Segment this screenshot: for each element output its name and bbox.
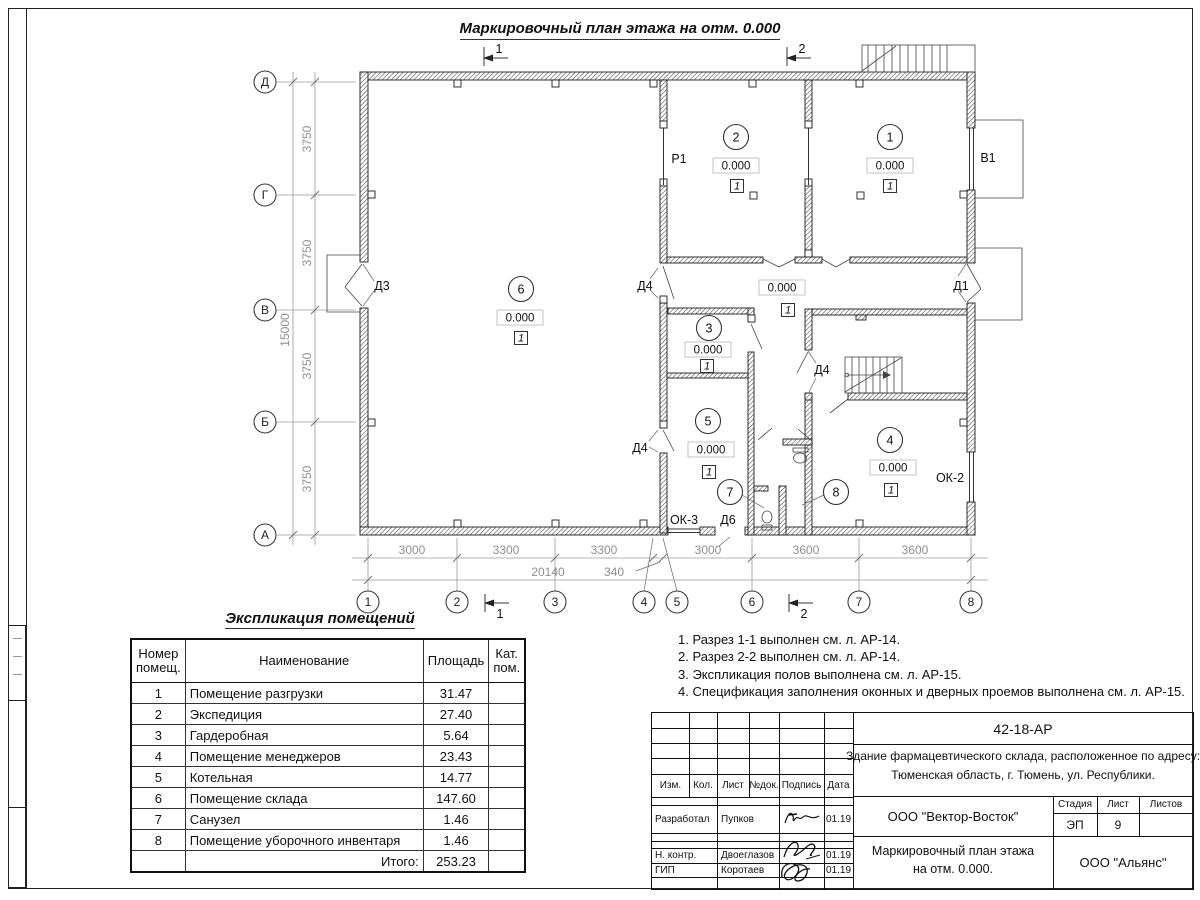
dim-total: 20140 bbox=[531, 565, 565, 579]
room-name: Гардеробная bbox=[185, 725, 423, 746]
axis-label: В bbox=[260, 303, 270, 317]
dimension-ticks bbox=[289, 78, 975, 584]
table-row bbox=[131, 746, 525, 767]
room-num: 4 bbox=[131, 746, 185, 767]
door-label-d3: Д3 bbox=[374, 279, 390, 293]
table-header-row bbox=[131, 639, 525, 683]
axis-label: 6 bbox=[748, 595, 756, 609]
signer-role: ГИП bbox=[655, 864, 675, 876]
doc-code: 42-18-АР bbox=[993, 720, 1053, 737]
floor-type: 1 bbox=[887, 484, 895, 497]
org1: ООО "Вектор-Восток" bbox=[887, 808, 1019, 824]
table-row bbox=[131, 809, 525, 830]
margin-stamp-box bbox=[8, 700, 26, 808]
sheet-value: 9 bbox=[1114, 817, 1122, 832]
room-cat bbox=[489, 683, 525, 704]
signer-role: Н. контр. bbox=[655, 850, 697, 861]
note-line: 4. Спецификация заполнения оконных и дверных проемов выполнена см. л. АР-15. bbox=[678, 684, 1185, 700]
margin-stamp-box bbox=[8, 807, 26, 888]
col-axis-bubbles bbox=[357, 591, 982, 613]
margin-stamp-box bbox=[8, 625, 26, 701]
axis-label: 3 bbox=[551, 595, 559, 609]
stamp-col-podpis: Подпись bbox=[781, 780, 822, 791]
room-num: 3 bbox=[131, 725, 185, 746]
dim: 3000 bbox=[694, 543, 722, 557]
dimension-labels bbox=[278, 125, 929, 579]
axis-label: Г bbox=[261, 188, 269, 202]
signer-date: 01.19 bbox=[825, 850, 852, 861]
stamp-col-izm: Изм. bbox=[659, 780, 682, 791]
signer-name: Пупков bbox=[721, 813, 754, 825]
sheets-label: Листов bbox=[1149, 799, 1183, 810]
signature bbox=[781, 807, 823, 831]
room-area: 5.64 bbox=[423, 725, 489, 746]
floor-type: 1 bbox=[886, 180, 894, 193]
axis-label: 7 bbox=[855, 595, 863, 609]
drawing-title-line2: на отм. 0.000. bbox=[912, 862, 994, 876]
floor-type: 1 bbox=[703, 360, 711, 373]
room-cat bbox=[489, 788, 525, 809]
room-number: 8 bbox=[832, 485, 840, 500]
room-number: 2 bbox=[732, 130, 740, 145]
dim: 3300 bbox=[492, 543, 520, 557]
dim: 3600 bbox=[901, 543, 929, 557]
axis-label: 8 bbox=[967, 595, 975, 609]
signer-date: 01.19 bbox=[825, 813, 852, 825]
room-num: 7 bbox=[131, 809, 185, 830]
axis-extension-lines bbox=[277, 72, 988, 591]
drawing-title-line1: Маркировочный план этажа bbox=[871, 844, 1035, 858]
room-num: 6 bbox=[131, 788, 185, 809]
window-label-ok2: ОК-2 bbox=[935, 471, 965, 485]
sheets-value bbox=[1139, 813, 1193, 836]
room-number: 3 bbox=[705, 321, 713, 336]
dim: 3750 bbox=[300, 352, 314, 380]
room-num: 8 bbox=[131, 830, 185, 851]
door-label-d6: Д6 bbox=[720, 513, 736, 527]
dim: 3750 bbox=[300, 239, 314, 267]
elevation: 0.000 bbox=[878, 462, 908, 475]
room-cat bbox=[489, 767, 525, 788]
room-area: 23.43 bbox=[423, 746, 489, 767]
dim: 3000 bbox=[398, 543, 426, 557]
note-line: 2. Разрез 2-2 выполнен см. л. АР-14. bbox=[678, 649, 901, 665]
entrance-porches bbox=[327, 120, 1023, 320]
gate-label-r1: Р1 bbox=[671, 152, 687, 166]
dim-total: 15000 bbox=[278, 313, 292, 347]
col-header: Наименование bbox=[185, 639, 423, 683]
room-area: 14.77 bbox=[423, 767, 489, 788]
org2: ООО "Альянс" bbox=[1079, 855, 1167, 870]
axis-label: 5 bbox=[673, 595, 681, 609]
room-number: 5 bbox=[704, 414, 712, 429]
stamp-col-kol: Кол. bbox=[693, 780, 713, 791]
total-label: Итого: bbox=[185, 851, 423, 873]
col-header: Кат. пом. bbox=[489, 639, 525, 683]
axis-label: Д bbox=[260, 75, 270, 89]
elevation: 0.000 bbox=[505, 312, 535, 325]
section-mark-1-top bbox=[483, 42, 508, 66]
elevation: 0.000 bbox=[696, 444, 726, 457]
room-number: 7 bbox=[726, 485, 734, 500]
door-label-d1: Д1 bbox=[953, 279, 969, 293]
room-name: Помещение уборочного инвентаря bbox=[185, 830, 423, 851]
room-area: 1.46 bbox=[423, 809, 489, 830]
signer-date: 01.19 bbox=[825, 864, 852, 876]
signer-name: Коротаев bbox=[721, 864, 765, 876]
door-label-d4: Д4 bbox=[814, 363, 830, 377]
interior-stair bbox=[845, 357, 902, 393]
table-total-row bbox=[131, 851, 525, 873]
plan-title: Маркировочный план этажа на отм. 0.000 bbox=[440, 20, 800, 40]
row-axis-bubbles bbox=[254, 71, 276, 546]
room-name: Помещение разгрузки bbox=[185, 683, 423, 704]
dim: 3300 bbox=[590, 543, 618, 557]
object-line2: Тюменская область, г. Тюмень, ул. Республики. bbox=[891, 768, 1155, 782]
explication-table bbox=[130, 638, 526, 873]
stamp-col-list: Лист bbox=[722, 780, 744, 791]
room-number: 4 bbox=[886, 433, 894, 448]
stamp-col-data: Дата bbox=[827, 780, 850, 791]
section-label: 2 bbox=[800, 607, 808, 621]
dim: 3750 bbox=[300, 465, 314, 493]
dim-small: 340 bbox=[603, 565, 625, 579]
notes bbox=[678, 631, 1185, 701]
room-area: 27.40 bbox=[423, 704, 489, 725]
room-name: Помещение склада bbox=[185, 788, 423, 809]
room-num: 1 bbox=[131, 683, 185, 704]
room-num: 2 bbox=[131, 704, 185, 725]
col-header: Номер помещ. bbox=[131, 639, 185, 683]
room-number: 6 bbox=[517, 282, 525, 297]
table-row bbox=[131, 683, 525, 704]
stamp-col-ndok: №док. bbox=[749, 780, 779, 791]
dim: 3750 bbox=[300, 125, 314, 153]
dim: 3600 bbox=[792, 543, 820, 557]
floor-type: 1 bbox=[705, 466, 713, 479]
room-name: Помещение менеджеров bbox=[185, 746, 423, 767]
section-label: 2 bbox=[798, 42, 806, 56]
total-value: 253.23 bbox=[423, 851, 489, 873]
table-row bbox=[131, 788, 525, 809]
room-number: 1 bbox=[886, 130, 894, 145]
axis-label: Б bbox=[261, 415, 269, 429]
section-mark-1-bottom bbox=[484, 594, 509, 621]
axis-label: 1 bbox=[364, 595, 372, 609]
room-area: 147.60 bbox=[423, 788, 489, 809]
signer-name: Двоеглазов bbox=[721, 850, 775, 861]
room-name: Санузел bbox=[185, 809, 423, 830]
note-line: 3. Экспликация полов выполнена см. л. АР-15. bbox=[678, 666, 962, 682]
axis-label: 2 bbox=[453, 595, 461, 609]
signer-role: Разработал bbox=[655, 813, 710, 825]
room-area: 31.47 bbox=[423, 683, 489, 704]
room-cat bbox=[489, 746, 525, 767]
object-line1: Здание фармацевтического склада, расположенное по адресу: bbox=[845, 749, 1200, 763]
stage-label: Стадия bbox=[1057, 799, 1093, 810]
room-name: Котельная bbox=[185, 767, 423, 788]
exterior-stair bbox=[862, 45, 975, 72]
sheet-label: Лист bbox=[1107, 799, 1129, 810]
stage-value: ЭП bbox=[1066, 817, 1084, 832]
elevation: 0.000 bbox=[721, 160, 751, 173]
signature bbox=[776, 835, 824, 887]
section-mark-2-top bbox=[786, 42, 811, 66]
section-mark-2-bottom bbox=[788, 594, 813, 621]
room-cat bbox=[489, 809, 525, 830]
room-area: 1.46 bbox=[423, 830, 489, 851]
section-label: 1 bbox=[496, 607, 504, 621]
section-label: 1 bbox=[495, 42, 503, 56]
room-num: 5 bbox=[131, 767, 185, 788]
window-label-ok3: ОК-3 bbox=[669, 513, 699, 527]
room-name: Экспедиция bbox=[185, 704, 423, 725]
door-label-d4: Д4 bbox=[632, 441, 648, 455]
title-block bbox=[651, 712, 1200, 890]
table-row bbox=[131, 830, 525, 851]
gate-label-v1: В1 bbox=[980, 151, 996, 165]
table-row bbox=[131, 767, 525, 788]
axis-label: 4 bbox=[640, 595, 648, 609]
elevation: 0.000 bbox=[767, 282, 797, 295]
room-cat bbox=[489, 704, 525, 725]
note-line: 1. Разрез 1-1 выполнен см. л. АР-14. bbox=[678, 632, 901, 647]
explication-title: Экспликация помещений bbox=[225, 610, 415, 627]
floor-type: 1 bbox=[784, 304, 792, 317]
elevation: 0.000 bbox=[693, 344, 723, 357]
room-cat bbox=[489, 830, 525, 851]
door-label-d4: Д4 bbox=[637, 279, 653, 293]
elevation: 0.000 bbox=[875, 160, 905, 173]
col-header: Площадь bbox=[423, 639, 489, 683]
room-cat bbox=[489, 725, 525, 746]
table-row bbox=[131, 725, 525, 746]
floor-type: 1 bbox=[733, 180, 741, 193]
axis-label: А bbox=[260, 528, 270, 542]
table-row bbox=[131, 704, 525, 725]
floor-type: 1 bbox=[517, 332, 525, 345]
